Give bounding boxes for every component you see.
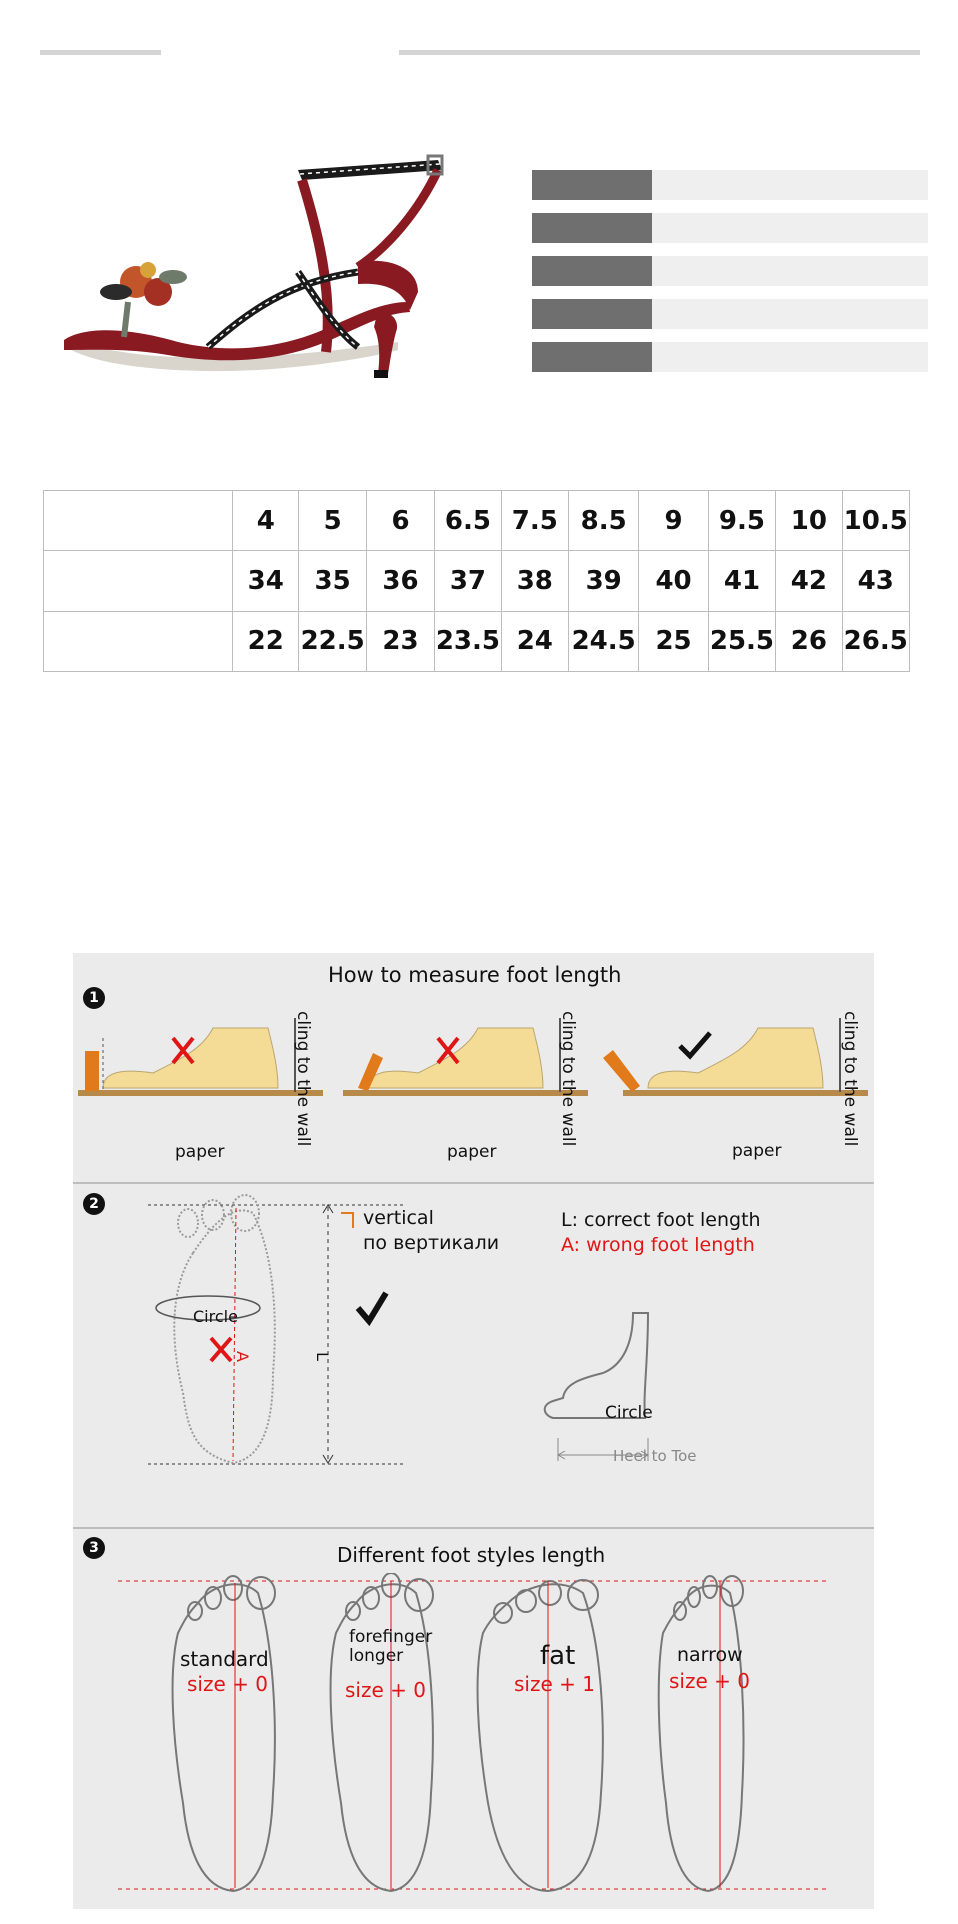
size-cell: 24: [501, 611, 568, 671]
circle-label-2: Circle: [605, 1403, 653, 1423]
step-1-number: 1: [83, 987, 105, 1009]
spec-value-block: [652, 170, 928, 200]
size-cell: 10.5: [842, 491, 909, 551]
section-divider-2: [73, 1527, 874, 1529]
size-cell: 23.5: [435, 611, 501, 671]
spec-label-block: [532, 299, 652, 329]
size-cell: 22: [233, 611, 299, 671]
size-cell: 6.5: [435, 491, 501, 551]
circle-label-1: Circle: [193, 1307, 238, 1326]
spec-value-block: [652, 342, 928, 372]
size-cell: 41: [708, 551, 775, 611]
step-2-number: 2: [83, 1193, 105, 1215]
wall-label-3: cling to the wall: [840, 1011, 860, 1147]
size-cell: 9: [639, 491, 708, 551]
size-cell: 39: [568, 551, 638, 611]
size-row-label: [44, 611, 233, 671]
style-size-narrow: size + 0: [669, 1669, 750, 1693]
axis-l-label: L: [312, 1352, 332, 1361]
style-name-forefinger: forefinger: [349, 1627, 433, 1647]
foot-styles-illustration: [73, 1573, 874, 1909]
size-cell: 25: [639, 611, 708, 671]
size-cell: 8.5: [568, 491, 638, 551]
section-divider-1: [73, 1182, 874, 1184]
size-cell: 10: [776, 491, 842, 551]
size-row: [44, 551, 910, 611]
size-cell: 42: [776, 551, 842, 611]
size-cell: 6: [366, 491, 434, 551]
measure-guide: [73, 953, 874, 1909]
correct-length-text: L: correct foot length: [561, 1209, 761, 1231]
size-cell: 36: [366, 551, 434, 611]
vertical-label-en: vertical: [363, 1207, 434, 1229]
axis-a-label: A: [232, 1351, 252, 1362]
heel-to-toe-label: Heel to Toe: [613, 1447, 697, 1465]
style-size-standard: size + 0: [187, 1672, 268, 1696]
wall-label-1: cling to the wall: [293, 1011, 313, 1147]
style-name-forefinger-2: longer: [349, 1646, 404, 1666]
size-cell: 26: [776, 611, 842, 671]
spec-label-block: [532, 170, 652, 200]
size-cell: 25.5: [708, 611, 775, 671]
size-cell: 43: [842, 551, 909, 611]
top-divider-left: [40, 50, 161, 55]
spec-value-block: [652, 213, 928, 243]
sandal-illustration: [58, 152, 458, 387]
foot-fat: [478, 1580, 603, 1891]
size-cell: 5: [299, 491, 366, 551]
foot-standard: [173, 1576, 275, 1891]
size-cell: 4: [233, 491, 299, 551]
spec-value-block: [652, 256, 928, 286]
style-name-standard: standard: [180, 1647, 269, 1671]
panel-wrong-2: [343, 1018, 588, 1096]
step-3-number: 3: [83, 1537, 105, 1559]
styles-title: Different foot styles length: [337, 1543, 606, 1567]
guide-title: How to measure foot length: [328, 963, 622, 987]
size-cell: 26.5: [842, 611, 909, 671]
size-cell: 40: [639, 551, 708, 611]
size-cell: 24.5: [568, 611, 638, 671]
wall-label-2: cling to the wall: [558, 1011, 578, 1147]
spec-row-2: [532, 213, 928, 243]
style-size-fat: size + 1: [514, 1672, 595, 1696]
size-cell: 9.5: [708, 491, 775, 551]
size-cell: 22.5: [299, 611, 366, 671]
size-cell: 35: [299, 551, 366, 611]
vertical-label-ru: по вертикали: [363, 1232, 500, 1254]
foot-narrow: [659, 1576, 744, 1891]
size-cell: 7.5: [501, 491, 568, 551]
paper-label-3: paper: [732, 1141, 782, 1161]
style-name-narrow: narrow: [677, 1644, 743, 1666]
step1-illustrations: [73, 1008, 874, 1113]
size-cell: 23: [366, 611, 434, 671]
spec-label-block: [532, 342, 652, 372]
spec-row-5: [532, 342, 928, 372]
size-row-label: [44, 551, 233, 611]
panel-wrong-1: [78, 1018, 323, 1096]
spec-label-block: [532, 213, 652, 243]
size-cell: 38: [501, 551, 568, 611]
foot-forefinger-longer: [331, 1573, 433, 1891]
panel-correct: [603, 1018, 868, 1096]
spec-label-block: [532, 256, 652, 286]
spec-value-block: [652, 299, 928, 329]
spec-row-4: [532, 299, 928, 329]
size-row-label: [44, 491, 233, 551]
size-row: [44, 611, 910, 671]
spec-row-3: [532, 256, 928, 286]
size-row: [44, 491, 910, 551]
paper-label-1: paper: [175, 1142, 225, 1162]
size-cell: 34: [233, 551, 299, 611]
wrong-length-text: A: wrong foot length: [561, 1234, 755, 1256]
spec-row-1: [532, 170, 928, 200]
size-chart-table: [43, 490, 910, 672]
top-divider-right: [399, 50, 920, 55]
paper-label-2: paper: [447, 1142, 497, 1162]
product-image: [58, 152, 458, 387]
size-cell: 37: [435, 551, 501, 611]
style-size-forefinger: size + 0: [345, 1678, 426, 1702]
style-name-fat: fat: [540, 1641, 576, 1671]
